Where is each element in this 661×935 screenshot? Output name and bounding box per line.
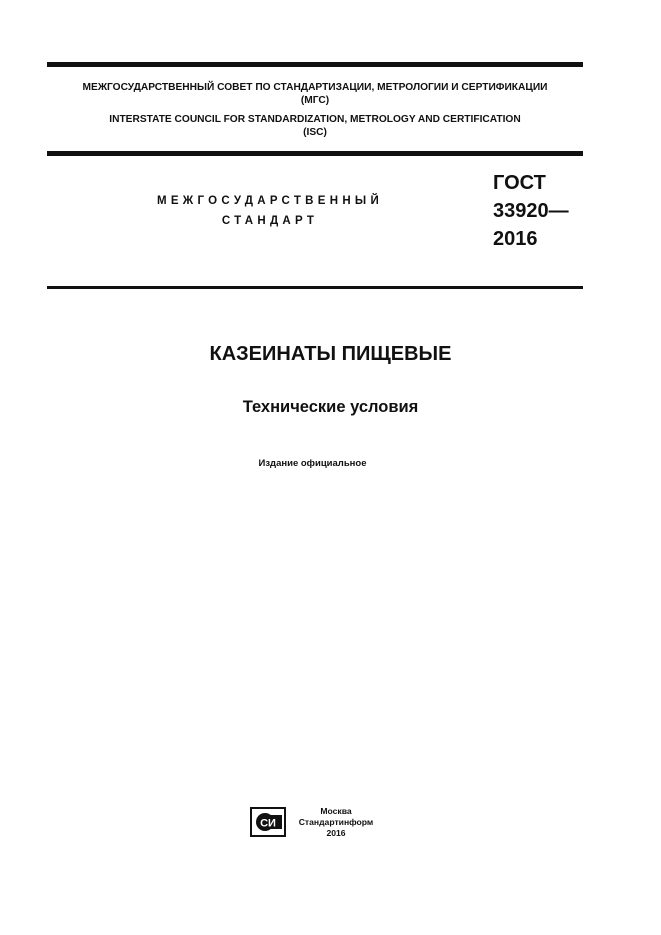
standard-kind-line2: СТАНДАРТ [221,215,319,227]
standard-designation [493,169,569,253]
document-subtitle: Технические условия [242,398,419,416]
designation-rule [47,286,583,289]
council-en [47,113,583,139]
top-rule [47,62,583,67]
council-ru-name: МЕЖГОСУДАРСТВЕННЫЙ СОВЕТ ПО СТАНДАРТИЗАЦИИ, МЕТРОЛОГИИ И СЕРТИФИКАЦИИ [82,82,548,93]
standard-year: 2016 [493,228,538,250]
edition-note: Издание официальное [258,458,367,469]
publisher-city: Москва [320,806,352,816]
council-ru [47,81,583,107]
standartinform-logo-icon [250,807,286,837]
publisher-name: Стандартинформ [298,817,374,827]
publisher-block [296,806,376,839]
publisher-year: 2016 [326,828,346,838]
council-en-abbr: (ISC) [303,127,327,138]
council-en-name: INTERSTATE COUNCIL FOR STANDARDIZATION, METROLOGY AND CERTIFICATION [109,114,521,125]
logo-text: СИ [260,817,276,830]
standard-kind-line1: МЕЖГОСУДАРСТВЕННЫЙ [156,195,384,207]
council-ru-abbr: (МГС) [300,95,330,106]
header-rule [47,151,583,156]
standard-code: ГОСТ [493,172,546,194]
standard-number: 33920— [493,200,569,222]
document-title: КАЗЕИНАТЫ ПИЩЕВЫЕ [209,343,452,365]
standard-kind [130,191,410,231]
